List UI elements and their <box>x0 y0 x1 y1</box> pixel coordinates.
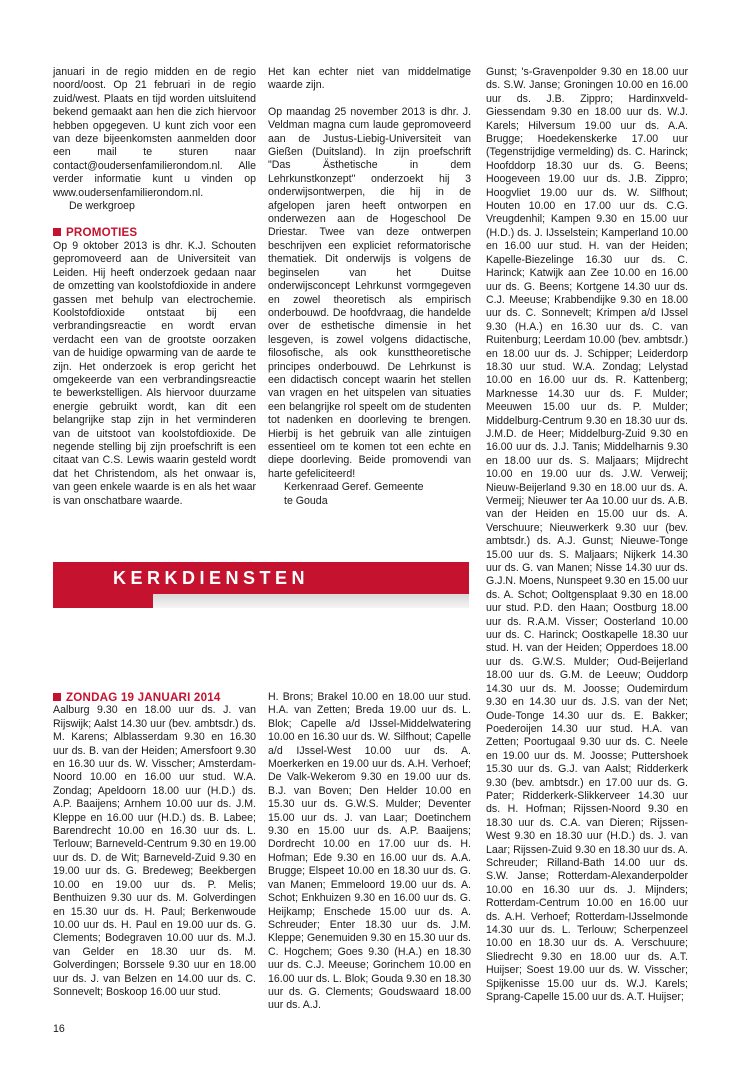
promotion-paragraph-1: Het kan echter niet van middelmatige waarde zijn. <box>268 66 471 92</box>
square-bullet-icon <box>53 693 61 701</box>
promoties-paragraph: Op 9 oktober 2013 is dhr. K.J. Schouten gepromoveerd aan de Universiteit van Leiden. Hij heeft onderzoek gedaan naar de omzetting van koolstofdioxide in andere gassen met behulp van electrochemie. Koolstofdioxide ontstaat bij een verbrandingsreactie en wordt ervan verdacht een van de grootste oorzaken van de huidige opwarming van de aarde te zijn. Het onderzoek is erop gericht het omgekeerde van een verbrandingsreactie te bewerkstelligen. Als hiervoor duurzame energie gebruikt wordt, kan dit een belangrijke stap zijn in het verminderen van de uitstoot van koolstofdioxide. De negende stelling bij zijn proefschrift is een citaat van C.S. Lewis waarin gesteld wordt dat het Christendom, als het onwaar is, van geen enkele waarde is en als het waar is van onschatbare waarde. <box>53 239 256 507</box>
kerkdiensten-column-3 <box>486 66 688 1004</box>
promoties-heading: PROMOTIES <box>53 226 256 239</box>
services-list-2: H. Brons; Brakel 10.00 en 18.00 uur stud. H.A. van Zetten; Breda 19.00 uur ds. L. Blok; Capelle a/d IJssel-Middelwatering 10.00 en 16.30 uur ds. W. Silfhout; Capelle a/d IJssel-West 10.00 uur ds. A. Moerkerken en 19.00 uur ds. A.H. Verhoef; De Valk-Wekerom 9.30 en 19.00 uur ds. B.J. van Boven; Den Helder 10.00 en 15.30 uur ds. G.W.S. Mulder; Deventer 15.00 uur ds. J. van Laar; Doetinchem 9.30 en 15.00 uur ds. A.P. Baaijens; Dordrecht 10.00 en 17.00 uur ds. H. Hofman; Ede 9.30 en 16.00 uur ds. A.A. Brugge; Elspeet 10.00 en 18.30 uur ds. G. van Manen; Emmeloord 19.00 uur ds. A. Schot; Enkhuizen 9.30 en 16.00 uur ds. G. Heijkamp; Enschede 15.00 uur ds. A. Schreuder; Enter 18.30 uur ds. J.M. Kleppe; Genemuiden 9.30 en 15.30 uur ds. C. Hogchem; Goes 9.30 (H.A.) en 18.30 uur ds. C.J. Meeuse; Gorinchem 10.00 en 16.00 uur ds. L. Blok; Gouda 9.30 en 18.30 uur ds. G. Clements; Goudswaard 18.00 uur ds. A.J. <box>268 691 471 1012</box>
werkgroep-signature: De werkgroep <box>69 200 135 213</box>
kerkdiensten-column-1 <box>53 691 256 999</box>
signoff-line-2: te Gouda <box>284 494 328 507</box>
promotion-column <box>268 66 471 508</box>
banner-title: KERKDIENSTEN <box>113 568 310 588</box>
kerkdiensten-column-2 <box>268 691 471 1013</box>
page-number: 16 <box>53 1023 65 1035</box>
services-list-1: Aalburg 9.30 en 18.00 uur ds. J. van Rijswijk; Aalst 14.30 uur (bev. ambtsdr.) ds. M. Karens; Alblasserdam 9.30 en 16.30 uur ds. B. van der Heiden; Amersfoort 9.30 en 16.30 uur ds. W. Visscher; Amsterdam-Noord 10.00 en 16.00 uur stud. W.A. Zondag; Apeldoorn 18.00 uur (H.D.) ds. A.P. Baaijens; Arnhem 10.00 uur ds. J.M. Kleppe en 16.00 uur (H.D.) ds. B. Labee; Barendrecht 10.00 en 16.30 uur ds. L. Terlouw; Barneveld-Centrum 9.30 en 19.00 uur ds. D. de Wit; Barneveld-Zuid 9.30 en 19.00 uur ds. G. Bredeweg; Beekbergen 10.00 en 19.00 uur ds. P. Melis; Benthuizen 9.30 uur ds. M. Golverdingen en 15.30 uur ds. H. Paul; Berkenwoude 10.00 uur ds. H. Paul en 19.00 uur ds. G. Clements; Bodegraven 10.00 uur ds. M.J. van Gelder en 18.30 uur ds. M. Golverdingen; Borssele 9.30 uur en 18.00 uur ds. J. van Belzen en 14.00 uur ds. C. Sonnevelt; Boskoop 16.00 uur stud. <box>53 704 256 998</box>
banner-stripe <box>53 594 153 608</box>
services-list-3: Gunst; 's-Gravenpolder 9.30 en 18.00 uur ds. S.W. Janse; Groningen 10.00 en 16.00 uur ds. J.B. Zippro; Hardinxveld-Giessendam 9.30 en 18.00 uur ds. W.J. Karels; Hilversum 19.00 uur ds. A.A. Brugge; Hoedekenskerke 17.00 uur (Tegenstrijdige vermelding) ds. C. Harinck; Hoofddorp 18.30 uur ds. G. Beens; Hoogeveen 19.00 uur ds. J.B. Zippro; Hoogvliet 19.00 uur ds. W. Silfhout; Houten 10.00 en 17.00 uur ds. C.G. Vreugdenhil; Kampen 9.30 en 15.00 uur (H.D.) ds. J. IJsselstein; Kamperland 10.00 en 16.00 uur stud. H. van der Heiden; Kapelle-Biezelinge 16.30 uur ds. C. Harinck; Katwijk aan Zee 10.00 en 16.00 uur ds. G. Beens; Kortgene 14.30 uur ds. C.J. Meeuse; Krabbendijke 9.30 en 18.00 uur ds. C. Sonnevelt; Krimpen a/d IJssel 9.30 (H.A.) en 16.30 uur ds. C. van Ruitenburg; Leerdam 10.00 (bev. ambtsdr.) en 18.00 uur ds. J. Schipper; Leiderdorp 18.30 uur stud. W.A. Zondag; Lelystad 10.00 en 16.00 uur ds. R. Kattenberg; Marknesse 14.30 uur ds. F. Mulder; Meeuwen 15.00 uur ds. P. Mulder; Middelburg-Centrum 9.30 en 18.30 uur ds. J.M.D. de Heer; Middelburg-Zuid 9.30 en 16.00 uur ds. J.J. Tanis; Middelharnis 9.30 en 18.00 uur ds. S. Maljaars; Mijdrecht 10.00 en 19.00 uur ds. J.W. Verweij; Nieuw-Beijerland 9.30 en 18.00 uur ds. A. Vermeij; Nieuwer ter Aa 10.00 uur ds. A.B. van der Heiden en 15.00 uur ds. A. Verschuure; Nieuwerkerk 9.30 uur (bev. ambtsdr.) ds. A.J. Gunst; Nieuwe-Tonge 15.00 uur ds. S. Maljaars; Nijkerk 14.30 uur ds. G. van Manen; Nisse 14.30 uur ds. G.J.N. Moens, Nunspeet 9.30 en 15.00 uur ds. A. Schot; Ooltgensplaat 9.30 en 18.00 uur stud. P.D. den Haan; Oostburg 18.00 uur ds. R.A.M. Visser; Oosterland 10.00 uur ds. C. Harinck; Oostkapelle 18.30 uur stud. H. van der Heiden; Opperdoes 18.00 uur ds. G.W.S. Mulder; Oud-Beijerland 18.00 uur ds. G.M. de Leeuw; Ouddorp 14.30 uur ds. M. Joosse; Oudemirdum 9.30 en 14.30 uur ds. J.S. van der Net; Oude-Tonge 14.30 uur ds. E. Bakker; Poederoijen 14.30 uur stud. H.A. van Zetten; Poortugaal 9.30 uur ds. C. Neele en 19.00 uur ds. M. Joosse; Puttershoek 15.30 uur ds. G.J. van Aalst; Ridderkerk 9.30 (bev. ambtsdr.) en 17.00 uur ds. G. Pater; Ridderkerk-Slikkerveer 14.30 uur ds. H. Hofman; Rijssen-Noord 9.30 en 18.30 uur ds. C.A. van Dieren; Rijssen-West 9.30 en 18.30 uur (H.D.) ds. J. van Laar; Rijssen-Zuid 9.30 en 18.30 uur ds. A. Schreuder; Rilland-Bath 14.00 uur ds. S.W. Janse; Rotterdam-Alexanderpolder 10.00 en 16.30 uur ds. J. Mijnders; Rotterdam-Centrum 10.00 en 16.00 uur ds. A.H. Verhoef; Rotterdam-IJsselmonde 14.30 uur ds. L. Terlouw; Scherpenzeel 10.00 en 18.30 uur ds. A. Verschuure; Sliedrecht 9.30 en 18.00 uur ds. A.T. Huijser; Soest 19.00 uur ds. W. Visscher; Spijkenisse 15.00 uur ds. W.J. Karels; Sprang-Capelle 15.00 uur ds. A.T. Huijser; <box>486 66 688 1004</box>
square-bullet-icon <box>53 228 61 236</box>
promotion-paragraph-2: Op maandag 25 november 2013 is dhr. J. Veldman magna cum laude gepromoveerd aan de Justus-Liebig-Universiteit van Gießen (Duitsland). In zijn proefschrift "Das Ästhetische in dem Lehrkunstkonzept" onderzoekt hij 3 onderwijsontwerpen, die hij in de afgelopen jaren heeft ontworpen en onderwezen aan de Hogeschool De Driestar. Twee van deze ontwerpen beschrijven een expliciet reformatorische thematiek. Dit onderwijs is volgens de beginselen van het Duitse onderwijsconcept Lehrkunst vormgegeven en zowel theoretisch als empirisch onderbouwd. De hoofdvraag, die handelde over de esthetische dimensie in het lesgeven, is zowel volgens didactische, filosofische, als ook kunsttheoretische principes onderbouwd. De Lehrkunst is een didactisch concept waarin het stellen van vragen en het uitspelen van situaties een belangrijke rol speelt om de studenten tot nadenken en doorleving te brengen. Hierbij is het gebruik van alle zintuigen essentieel om te komen tot een echte en diepe doorleving. Beide promovendi van harte gefeliciteerd! <box>268 105 471 480</box>
signoff-line-1: Kerkenraad Geref. Gemeente <box>284 481 424 494</box>
sunday-heading: ZONDAG 19 JANUARI 2014 <box>53 691 256 704</box>
intro-column <box>53 66 256 508</box>
intro-paragraph: januari in de regio midden en de regio noord/oost. Op 21 februari in de regio zuid/west. Plaats en tijd worden uitsluitend bekend gemaakt aan hen die zich hiervoor hebben opgegeven. U kunt zich voor een van deze bijeenkomsten aanmelden door een mail te sturen naar contact@oudersenfamilierondom.nl. Alle verder informatie kunt u vinden op www.oudersenfamilierondom.nl. <box>53 66 256 199</box>
kerkdiensten-banner <box>53 562 469 608</box>
